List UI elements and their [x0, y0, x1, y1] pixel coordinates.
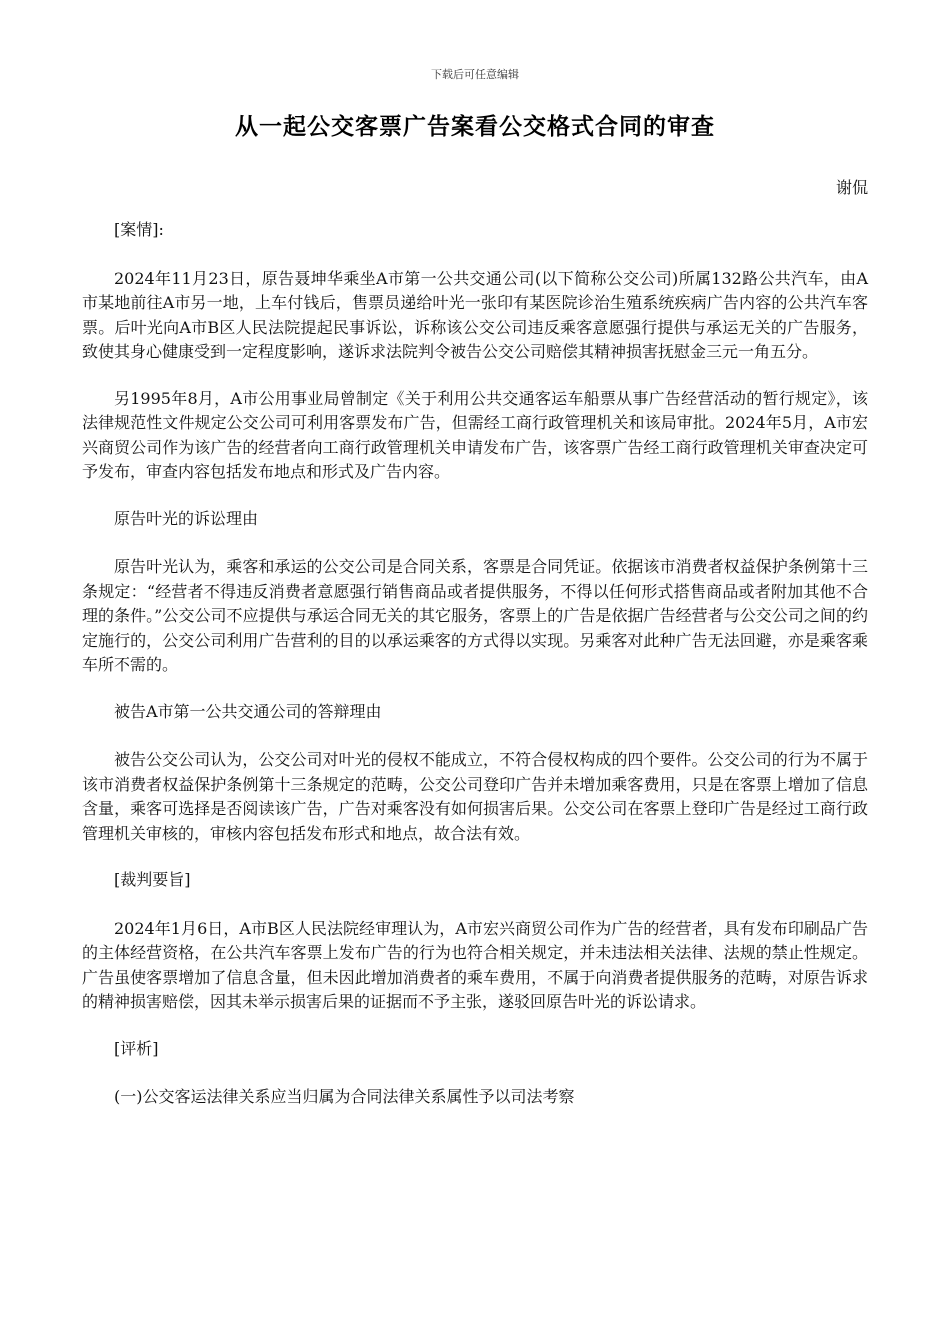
plaintiff-paragraph: 原告叶光认为，乘客和承运的公交公司是合同关系，客票是合同凭证。依据该市消费者权益保护条例第十三条规定：“经营者不得违反消费者意愿强行销售商品或者提供服务，不得以任何形式搭售商品或者附加其他不合理的条件。”公交公司不应提供与承运合同无关的其它服务，客票上的广告是依据广告经营者与公交公司之间的约定施行的，公交公司利用广告营利的目的以承运乘客的方式得以实现。另乘客对此种广告无法回避，亦是乘客乘车所不需的。	[82, 557, 868, 674]
analysis-subheading-1: (一)公交客运法律关系应当归属为合同法律关系属性予以司法考察	[114, 1087, 575, 1106]
document-body	[82, 218, 868, 1134]
analysis-label: [评析]	[114, 1038, 159, 1058]
header-note: 下载后可任意编辑	[431, 68, 519, 81]
defendant-heading: 被告A市第一公共交通公司的答辩理由	[114, 701, 382, 721]
document-title: 从一起公交客票广告案看公交格式合同的审查	[235, 114, 715, 140]
judgment-paragraph: 2024年1月6日，A市B区人民法院经审理认为，A市宏兴商贸公司作为广告的经营者，具有发布印刷品广告的主体经营资格，在公共汽车客票上发布广告的行为也符合相关规定，并未违法相关法律、法规的禁止性规定。广告虽使客票增加了信息含量，但未因此增加消费者的乘车费用，不属于向消费者提供服务的范畴，对原告诉求的精神损害赔偿，因其未举示损害后果的证据而不予主张，遂驳回原告叶光的诉讼请求。	[82, 918, 868, 1011]
plaintiff-heading: 原告叶光的诉讼理由	[114, 508, 259, 528]
case-paragraph-2: 另1995年8月，A市公用事业局曾制定《关于利用公共交通客运车船票从事广告经营活动的暂行规定》，该法律规范性文件规定公交公司可利用客票发布广告，但需经工商行政管理机关和该局审批。2024年5月，A市宏兴商贸公司作为该广告的经营者向工商行政管理机关申请发布广告，该客票广告经工商行政管理机关审查决定可予发布，审查内容包括发布地点和形式及广告内容。	[82, 388, 868, 481]
case-label: [案情]:	[114, 220, 164, 239]
case-paragraph-1: 2024年11月23日，原告聂坤华乘坐A市第一公共交通公司(以下简称公交公司)所属132路公共汽车，由A市某地前往A市另一地，上车付钱后，售票员递给叶光一张印有某医院诊治生殖系统疾病广告内容的公共汽车客票。后叶光向A市B区人民法院提起民事诉讼，诉称该公交公司违反乘客意愿强行提供与承运无关的广告服务，致使其身心健康受到一定程度影响，遂诉求法院判令被告公交公司赔偿其精神损害抚慰金三元一角五分。	[82, 268, 868, 361]
author-name: 谢侃	[835, 178, 868, 197]
judgment-label: [裁判要旨]	[114, 870, 191, 889]
defendant-paragraph: 被告公交公司认为，公交公司对叶光的侵权不能成立，不符合侵权构成的四个要件。公交公司的行为不属于该市消费者权益保护条例第十三条规定的范畴，公交公司登印广告并未增加乘客费用，只是在客票上增加了信息含量，乘客可选择是否阅读该广告，广告对乘客没有如何损害后果。公交公司在客票上登印广告是经过工商行政管理机关审核的，审核内容包括发布形式和地点，故合法有效。	[82, 750, 868, 843]
